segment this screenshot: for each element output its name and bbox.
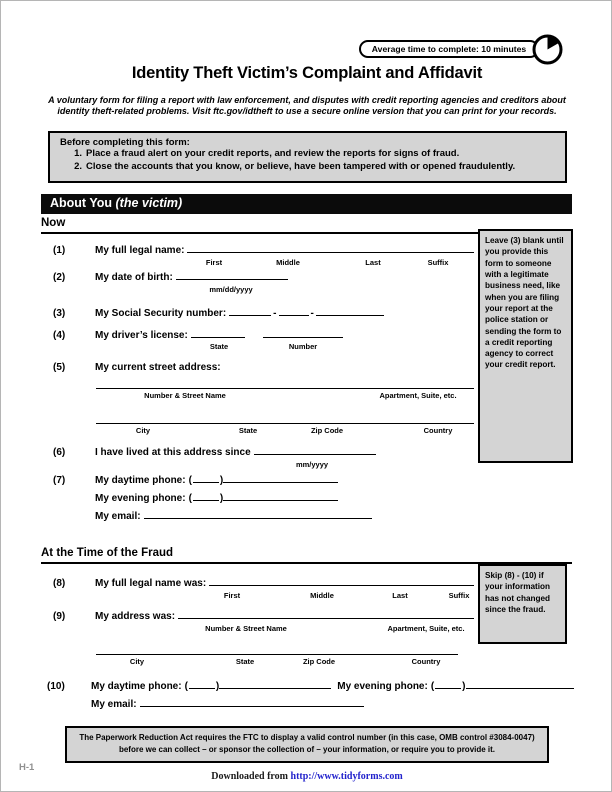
sublabel-zip: Zip Code (302, 657, 336, 666)
before-item-1 (60, 148, 555, 161)
email-input[interactable] (144, 510, 372, 519)
field-4-label: My driver’s license: (95, 330, 188, 341)
field-9-sublabels-1 (1, 624, 612, 634)
time-badge-label: Average time to complete: 10 minutes (371, 44, 527, 54)
field-8-num: (8) (53, 578, 66, 589)
daytime-phone-input[interactable] (223, 474, 338, 483)
fraud-address-line2-input[interactable] (96, 654, 458, 655)
field-7-evening-row (95, 492, 338, 505)
before-item-1-num: 1. (74, 148, 82, 159)
sublabel-zip: Zip Code (310, 426, 344, 435)
note-leave-3: Leave (3) blank until you provide this form to someone with a legitimate business need, like when you are filing your report at the police station or sending the form to a credit reporting agency to correct your credit report. (478, 229, 573, 463)
fraud-evening-phone-area-input[interactable] (435, 680, 461, 689)
field-5-label: My current street address: (95, 362, 221, 373)
dob-input[interactable] (176, 271, 288, 280)
sublabel-country: Country (423, 426, 453, 435)
sublabel-dl-state: State (209, 342, 229, 351)
sublabel-middle: Middle (276, 258, 300, 267)
field-3-label: My Social Security number: (95, 308, 227, 319)
paperwork-box (65, 726, 549, 763)
paperwork-line-2: before we can collect – or sponsor the collection of – your information, or require you to provide it. (118, 745, 496, 755)
dl-number-input[interactable] (263, 329, 343, 338)
evening-phone-input[interactable] (223, 492, 338, 501)
fraud-heading: At the Time of the Fraud (41, 547, 174, 559)
full-legal-name-input[interactable] (187, 244, 474, 253)
field-1-num: (1) (53, 245, 66, 256)
evening-phone-label: My evening phone: (95, 493, 186, 504)
field-10-row (47, 680, 574, 693)
daytime-phone-area-input[interactable] (193, 474, 219, 483)
footer (1, 771, 612, 782)
sublabel-mmddyyyy: mm/dd/yyyy (209, 285, 253, 294)
paren-close: ) (215, 681, 220, 692)
field-4-row (53, 329, 343, 342)
sublabel-street-name: Number & Street Name (144, 391, 226, 400)
field-4-num: (4) (53, 330, 66, 341)
field-6-sublabels (1, 460, 612, 470)
before-item-1-text: Place a fraud alert on your credit reports, and review the reports for signs of fraud. (86, 148, 460, 159)
field-2-sublabels (1, 285, 612, 295)
street-address-line1-input[interactable] (96, 388, 474, 389)
paren-open: ( (430, 681, 435, 692)
before-item-2-text: Close the accounts that you know, or believe, have been tampered with or opened fraudulently. (86, 160, 516, 172)
before-box (48, 131, 567, 183)
paren-close: ) (219, 493, 224, 504)
field-5-sublabels-1 (1, 391, 612, 401)
field-10-num: (10) (47, 681, 65, 692)
field-4-sublabels (1, 342, 612, 352)
downloaded-from-text: Downloaded from (211, 771, 291, 782)
now-heading: Now (41, 217, 66, 229)
field-6-label: I have lived at this address since (95, 447, 251, 458)
field-6-row (53, 446, 376, 459)
sublabel-apartment: Apartment, Suite, etc. (387, 624, 465, 633)
paren-open: ( (184, 681, 188, 692)
sublabel-mmyyyy: mm/yyyy (295, 460, 329, 469)
field-3-num: (3) (53, 308, 66, 319)
sublabel-suffix: Suffix (427, 258, 449, 267)
paperwork-line-1: The Paperwork Reduction Act requires the FTC to display a valid control number (in this case, OMB control #3084-0047) (79, 733, 535, 742)
field-9-row (53, 610, 474, 623)
sublabel-last: Last (365, 258, 381, 267)
field-1-row (53, 244, 474, 257)
fraud-email-input[interactable] (140, 698, 364, 707)
section-title: About You (50, 196, 113, 210)
fraud-address-line1-input[interactable] (178, 610, 474, 619)
fraud-email-label: My email: (91, 699, 137, 710)
sublabel-city: City (135, 426, 151, 435)
sublabel-middle: Middle (310, 591, 334, 600)
sublabel-city: City (129, 657, 145, 666)
field-1-sublabels (1, 258, 612, 268)
tidyforms-link[interactable]: http://www.tidyforms.com (290, 771, 403, 782)
field-3-row (53, 307, 384, 320)
form-subtitle: A voluntary form for filing a report with law enforcement, and disputes with credit reporting agencies and creditors about identity theft-related problems. Visit ftc.gov/idtheft to use a secure online version that you can print for your records. (48, 95, 566, 117)
email-label: My email: (95, 511, 141, 522)
ssn-dash-2: - (310, 308, 314, 319)
ssn-dash-1: - (273, 308, 277, 319)
field-9-label: My address was: (95, 611, 176, 622)
field-7-email-row (95, 510, 372, 523)
ssn-input-3[interactable] (316, 307, 384, 316)
field-7-num: (7) (53, 475, 66, 486)
ssn-input-1[interactable] (229, 307, 271, 316)
sublabel-state: State (235, 657, 255, 666)
field-8-sublabels (1, 591, 612, 601)
fraud-evening-phone-label: My evening phone: (337, 681, 428, 692)
sublabel-street-name: Number & Street Name (205, 624, 287, 633)
time-badge (359, 40, 539, 58)
field-8-row (53, 577, 474, 590)
field-7-daytime-row (53, 474, 338, 487)
field-2-row (53, 271, 288, 284)
sublabel-first: First (205, 258, 223, 267)
paren-close: ) (462, 681, 466, 692)
lived-since-input[interactable] (254, 446, 376, 455)
field-2-num: (2) (53, 272, 66, 283)
field-8-label: My full legal name was: (95, 578, 207, 589)
paren-close: ) (219, 475, 224, 486)
sublabel-first: First (223, 591, 241, 600)
fraud-daytime-phone-input[interactable] (219, 680, 331, 689)
street-address-line2-input[interactable] (96, 423, 474, 424)
sublabel-apartment: Apartment, Suite, etc. (379, 391, 457, 400)
sublabel-suffix: Suffix (448, 591, 470, 600)
field-6-num: (6) (53, 447, 66, 458)
fraud-evening-phone-input[interactable] (466, 680, 574, 689)
before-item-2 (60, 161, 555, 174)
field-2-label: My date of birth: (95, 272, 173, 283)
daytime-phone-label: My daytime phone: (95, 475, 186, 486)
form-title: Identity Theft Victim’s Complaint and Affidavit (131, 64, 483, 82)
paren-open: ( (188, 493, 192, 504)
before-item-2-num: 2. (74, 160, 82, 172)
field-5-sublabels-2 (1, 426, 612, 436)
dl-state-input[interactable] (191, 329, 245, 338)
fraud-daytime-phone-label: My daytime phone: (91, 681, 182, 692)
field-5-row (53, 362, 221, 375)
page-label: H-1 (19, 762, 35, 773)
sublabel-country: Country (411, 657, 441, 666)
sublabel-last: Last (392, 591, 408, 600)
fraud-daytime-phone-area-input[interactable] (189, 680, 215, 689)
field-9-sublabels-2 (1, 657, 612, 667)
section-title-italic: (the victim) (115, 196, 183, 210)
paren-open: ( (188, 475, 192, 486)
field-5-num: (5) (53, 362, 66, 373)
section-bar-about-you (41, 194, 572, 214)
sublabel-state: State (238, 426, 258, 435)
clock-icon (531, 33, 564, 66)
before-heading: Before completing this form: (60, 137, 190, 148)
evening-phone-area-input[interactable] (193, 492, 219, 501)
field-9-num: (9) (53, 611, 66, 622)
fraud-full-legal-name-input[interactable] (209, 577, 474, 586)
sublabel-dl-number: Number (288, 342, 318, 351)
field-1-label: My full legal name: (95, 245, 185, 256)
ssn-input-2[interactable] (279, 307, 309, 316)
field-10-email-row (91, 698, 364, 711)
note-skip-8-10: Skip (8) - (10) if your information has not changed since the fraud. (478, 564, 567, 644)
